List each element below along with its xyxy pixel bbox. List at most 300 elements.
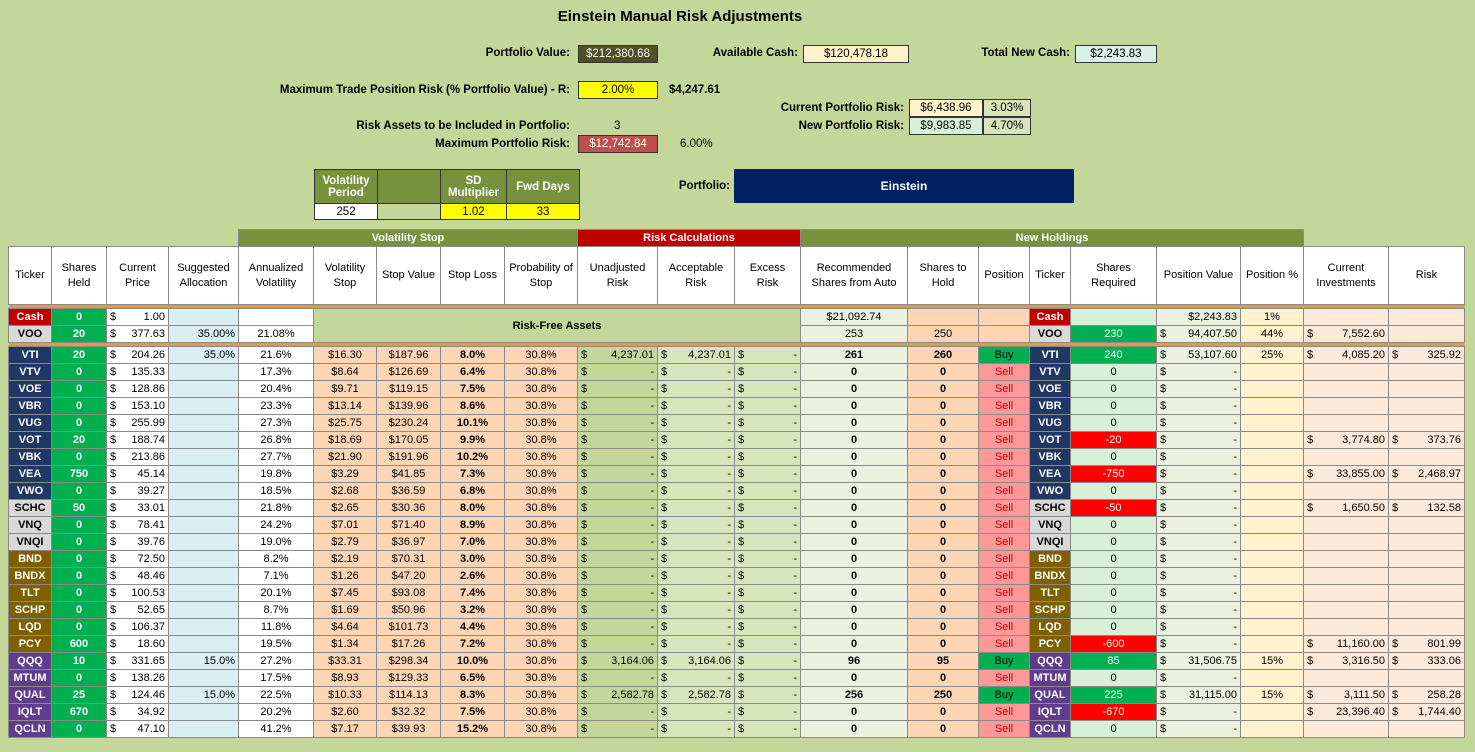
dollar-sign: $ (581, 621, 588, 633)
shares-held-cell[interactable]: 0 (52, 534, 107, 551)
shares-required-cell: 0 (1071, 721, 1157, 738)
price-cell (107, 347, 169, 364)
position-value-cell (1157, 534, 1241, 551)
volatility-cell: 19.8% (239, 466, 314, 483)
ticker-cell[interactable]: LQD (9, 619, 52, 636)
stop-value-cell: $298.34 (377, 653, 441, 670)
dollar-sign: $ (1160, 417, 1167, 429)
suggested-cell[interactable] (169, 466, 239, 483)
dollar-sign: $ (581, 485, 588, 497)
excess-risk-value: - (793, 672, 797, 684)
shares-held-cell[interactable]: 0 (52, 517, 107, 534)
ticker-cell[interactable]: VTI (9, 347, 52, 364)
volatility-stop-cell: $21.90 (314, 449, 377, 466)
position-pct-cell (1241, 483, 1304, 500)
volatility-stop-cell: $3.29 (314, 466, 377, 483)
table-row (9, 670, 1465, 687)
hold-cell[interactable]: 0 (908, 466, 979, 483)
table-row (9, 449, 1465, 466)
dollar-sign: $ (1160, 638, 1167, 650)
dollar-sign: $ (1392, 468, 1399, 480)
shares-held-cell[interactable]: 0 (52, 721, 107, 738)
acceptable-risk-value: - (727, 366, 731, 378)
shares-required-cell: 0 (1071, 398, 1157, 415)
ticker-cell[interactable]: VNQI (9, 534, 52, 551)
stop-value-cell: $39.93 (377, 721, 441, 738)
volatility-cell: 21.8% (239, 500, 314, 517)
risk-cell (1389, 619, 1465, 636)
col-header-current-investments[interactable]: Current Investments (1304, 247, 1389, 305)
probability-cell: 30.8% (505, 704, 578, 721)
price-value: 39.27 (137, 485, 165, 497)
position-pct-cell: 1% (1241, 309, 1304, 326)
col-header-acceptable-risk[interactable]: Acceptable Risk (658, 247, 735, 305)
volatility-stop-cell: $2.60 (314, 704, 377, 721)
dollar-sign: $ (581, 604, 588, 616)
recommended-cell: 0 (801, 517, 908, 534)
suggested-cell[interactable]: 15.0% (169, 653, 239, 670)
shares-held-cell[interactable]: 0 (52, 449, 107, 466)
current-investments-value: 3,111.50 (1343, 689, 1385, 701)
risk-free-assets-label: Risk-Free Assets (314, 309, 801, 343)
acceptable-risk-cell (658, 568, 735, 585)
excess-risk-cell (735, 636, 801, 653)
hold-cell[interactable]: 0 (908, 636, 979, 653)
hold-cell[interactable]: 0 (908, 721, 979, 738)
suggested-cell[interactable] (169, 483, 239, 500)
position-value: 53,107.60 (1188, 349, 1237, 361)
hold-cell[interactable]: 250 (908, 687, 979, 704)
stop-value-cell: $230.24 (377, 415, 441, 432)
suggested-cell[interactable] (169, 381, 239, 398)
ticker-cell[interactable]: BNDX (9, 568, 52, 585)
dollar-sign: $ (738, 400, 745, 412)
hold-cell[interactable]: 0 (908, 432, 979, 449)
shares-held-cell[interactable]: 0 (52, 483, 107, 500)
ticker-cell[interactable]: VBK (9, 449, 52, 466)
risk-assets-count[interactable]: 3 (614, 120, 621, 132)
suggested-cell[interactable] (169, 704, 239, 721)
dollar-sign: $ (581, 553, 588, 565)
ticker-2-cell: VNQI (1030, 534, 1071, 551)
shares-required-cell: 0 (1071, 619, 1157, 636)
ticker-cell[interactable]: QQQ (9, 653, 52, 670)
hold-cell[interactable]: 0 (908, 415, 979, 432)
dollar-sign: $ (110, 536, 117, 548)
risk-cell (1389, 364, 1465, 381)
max-trade-risk-pct[interactable]: 2.00% (578, 81, 658, 99)
vol-period-value[interactable]: 252 (315, 204, 378, 220)
stop-loss-cell: 8.6% (441, 398, 505, 415)
dollar-sign: $ (110, 417, 117, 429)
ticker-cell[interactable]: VOT (9, 432, 52, 449)
hold-cell[interactable]: 0 (908, 602, 979, 619)
suggested-cell[interactable] (169, 415, 239, 432)
col-header-recommended-shares[interactable]: Recommended Shares from Auto (801, 247, 908, 305)
current-investments-cell (1304, 602, 1389, 619)
risk-value: 132.58 (1427, 502, 1461, 514)
suggested-cell (169, 309, 239, 326)
position-value-cell (1157, 568, 1241, 585)
ticker-cell[interactable]: VWO (9, 483, 52, 500)
ticker-2-cell: VTI (1030, 347, 1071, 364)
acceptable-risk-cell (658, 364, 735, 381)
acceptable-risk-cell (658, 534, 735, 551)
risk-cell (1389, 585, 1465, 602)
recommended-cell: 0 (801, 415, 908, 432)
col-header-risk[interactable]: Risk (1389, 247, 1465, 305)
acceptable-risk-cell (658, 653, 735, 670)
shares-held-cell[interactable]: 0 (52, 398, 107, 415)
shares-required-cell: 0 (1071, 551, 1157, 568)
stop-loss-cell: 10.1% (441, 415, 505, 432)
hold-cell[interactable]: 0 (908, 585, 979, 602)
suggested-cell[interactable] (169, 500, 239, 517)
volatility-cell: 19.0% (239, 534, 314, 551)
excess-risk-cell (735, 551, 801, 568)
ticker-cell[interactable]: VEA (9, 466, 52, 483)
price-cell (107, 687, 169, 704)
ticker-cell[interactable]: IQLT (9, 704, 52, 721)
portfolio-value[interactable]: $212,380.68 (578, 45, 658, 63)
shares-held-cell[interactable]: 0 (52, 309, 107, 326)
excess-risk-cell (735, 670, 801, 687)
price-cell (107, 326, 169, 343)
dollar-sign: $ (1307, 706, 1314, 718)
dollar-sign: $ (661, 349, 668, 361)
ticker-cell[interactable]: QCLN (9, 721, 52, 738)
price-value: 78.41 (137, 519, 165, 531)
position-cell: Sell (979, 483, 1030, 500)
ticker-cell[interactable]: SCHP (9, 602, 52, 619)
hold-cell[interactable]: 250 (908, 326, 979, 343)
dollar-sign: $ (1160, 349, 1167, 361)
volatility-cell: 18.5% (239, 483, 314, 500)
position-value: - (1233, 519, 1237, 531)
vol-period-header: Volatility Period (315, 170, 378, 204)
hold-cell[interactable]: 0 (908, 517, 979, 534)
dollar-sign: $ (738, 604, 745, 616)
shares-held-cell[interactable]: 20 (52, 432, 107, 449)
dollar-sign: $ (738, 417, 745, 429)
excess-risk-cell (735, 619, 801, 636)
col-header-annualized-volatility[interactable]: Annualized Volatility (239, 247, 314, 305)
acceptable-risk-cell (658, 704, 735, 721)
price-value: 34.92 (137, 706, 165, 718)
unadjusted-risk-cell (578, 364, 658, 381)
acceptable-risk-cell (658, 517, 735, 534)
hold-cell[interactable]: 0 (908, 551, 979, 568)
fwd-days-value[interactable]: 33 (507, 204, 580, 220)
probability-cell: 30.8% (505, 364, 578, 381)
shares-held-cell[interactable]: 0 (52, 670, 107, 687)
parameters-table (314, 169, 580, 220)
total-new-cash-label: Total New Cash: (981, 47, 1070, 59)
unadjusted-risk-cell (578, 534, 658, 551)
suggested-cell[interactable] (169, 398, 239, 415)
total-new-cash[interactable]: $2,243.83 (1075, 45, 1157, 63)
col-header-stop-loss[interactable]: Stop Loss (441, 247, 505, 305)
excess-risk-cell (735, 653, 801, 670)
dollar-sign: $ (661, 689, 668, 701)
shares-required-cell: -50 (1071, 500, 1157, 517)
dollar-sign: $ (110, 689, 117, 701)
suggested-cell[interactable]: 35.00% (169, 326, 239, 343)
shares-held-cell[interactable]: 0 (52, 551, 107, 568)
position-value: - (1233, 417, 1237, 429)
position-cell: Sell (979, 551, 1030, 568)
volatility-stop-cell: $9.71 (314, 381, 377, 398)
suggested-cell[interactable] (169, 551, 239, 568)
risk-cell (1389, 398, 1465, 415)
dollar-sign: $ (661, 536, 668, 548)
shares-held-cell[interactable]: 750 (52, 466, 107, 483)
position-pct-cell (1241, 381, 1304, 398)
suggested-cell[interactable] (169, 568, 239, 585)
risk-value: 333.06 (1427, 655, 1461, 667)
shares-required-cell: -20 (1071, 432, 1157, 449)
hold-cell[interactable]: 0 (908, 398, 979, 415)
position-pct-cell: 15% (1241, 653, 1304, 670)
col-header-current-price[interactable]: Current Price (107, 247, 169, 305)
suggested-cell[interactable] (169, 636, 239, 653)
stop-value-cell: $50.96 (377, 602, 441, 619)
table-row (9, 381, 1465, 398)
price-value: 52.65 (137, 604, 165, 616)
shares-held-cell[interactable]: 25 (52, 687, 107, 704)
available-cash[interactable]: $120,478.18 (803, 45, 909, 63)
hold-cell[interactable]: 0 (908, 670, 979, 687)
shares-held-cell[interactable]: 20 (52, 347, 107, 364)
dollar-sign: $ (110, 366, 117, 378)
position-value-cell (1157, 619, 1241, 636)
ticker-cell[interactable]: PCY (9, 636, 52, 653)
suggested-cell[interactable] (169, 602, 239, 619)
price-value: 47.10 (137, 723, 165, 735)
dollar-sign: $ (738, 689, 745, 701)
unadjusted-risk-value: - (650, 621, 654, 633)
ticker-cell[interactable]: BND (9, 551, 52, 568)
col-header-position[interactable]: Position (979, 247, 1030, 305)
portfolio-name[interactable]: Einstein (734, 169, 1074, 203)
suggested-cell[interactable] (169, 670, 239, 687)
price-cell (107, 704, 169, 721)
shares-held-cell[interactable]: 20 (52, 326, 107, 343)
stop-value-cell: $191.96 (377, 449, 441, 466)
table-row-cash (9, 309, 1465, 326)
dollar-sign: $ (581, 655, 588, 667)
hold-cell[interactable]: 0 (908, 449, 979, 466)
excess-risk-cell (735, 347, 801, 364)
hold-cell[interactable]: 0 (908, 619, 979, 636)
volatility-stop-cell: $8.93 (314, 670, 377, 687)
ticker-cell[interactable]: SCHC (9, 500, 52, 517)
dollar-sign: $ (738, 502, 745, 514)
unadjusted-risk-cell (578, 568, 658, 585)
stop-loss-cell: 8.3% (441, 687, 505, 704)
shares-held-cell[interactable]: 0 (52, 381, 107, 398)
position-value-cell (1157, 326, 1241, 343)
stop-loss-cell: 7.2% (441, 636, 505, 653)
excess-risk-value: - (793, 604, 797, 616)
table-row (9, 500, 1465, 517)
acceptable-risk-value: - (727, 502, 731, 514)
col-header-unadjusted-risk[interactable]: Unadjusted Risk (578, 247, 658, 305)
dollar-sign: $ (1392, 638, 1399, 650)
shares-held-cell[interactable]: 670 (52, 704, 107, 721)
volatility-stop-group: Volatility Stop (239, 230, 578, 247)
price-value: 153.10 (131, 400, 165, 412)
shares-required-cell: 0 (1071, 585, 1157, 602)
stop-value-cell: $129.33 (377, 670, 441, 687)
recommended-cell: 0 (801, 534, 908, 551)
stop-value-cell: $114.13 (377, 687, 441, 704)
ticker-2-cell: VOE (1030, 381, 1071, 398)
current-investments-value: 3,316.50 (1342, 655, 1385, 667)
max-portfolio-risk-label: Maximum Portfolio Risk: (435, 138, 570, 150)
stop-value-cell: $36.97 (377, 534, 441, 551)
ticker-cell[interactable]: VOE (9, 381, 52, 398)
suggested-cell[interactable] (169, 534, 239, 551)
col-header-excess-risk[interactable]: Excess Risk (735, 247, 801, 305)
price-value: 18.60 (137, 638, 165, 650)
suggested-cell[interactable] (169, 619, 239, 636)
hold-cell[interactable]: 0 (908, 483, 979, 500)
suggested-cell[interactable] (169, 364, 239, 381)
probability-cell: 30.8% (505, 500, 578, 517)
current-investments-cell (1304, 449, 1389, 466)
shares-held-cell[interactable]: 600 (52, 636, 107, 653)
hold-cell[interactable]: 0 (908, 534, 979, 551)
shares-held-cell[interactable]: 0 (52, 585, 107, 602)
suggested-cell[interactable]: 35.0% (169, 347, 239, 364)
shares-held-cell[interactable]: 0 (52, 364, 107, 381)
unadjusted-risk-cell (578, 398, 658, 415)
suggested-cell[interactable] (169, 517, 239, 534)
hold-cell[interactable]: 0 (908, 364, 979, 381)
dollar-sign: $ (1392, 706, 1399, 718)
recommended-cell: 0 (801, 449, 908, 466)
ticker-2-cell: LQD (1030, 619, 1071, 636)
shares-held-cell[interactable]: 50 (52, 500, 107, 517)
shares-required-cell: 225 (1071, 687, 1157, 704)
col-header-ticker-2[interactable]: Ticker (1030, 247, 1071, 305)
shares-held-cell[interactable]: 0 (52, 415, 107, 432)
risk-value: 258.28 (1427, 689, 1461, 701)
price-value: 1.00 (143, 311, 165, 323)
position-value-cell (1157, 347, 1241, 364)
hold-cell[interactable]: 260 (908, 347, 979, 364)
price-value: 213.86 (131, 451, 165, 463)
excess-risk-cell (735, 415, 801, 432)
shares-held-cell[interactable]: 0 (52, 602, 107, 619)
shares-required-cell: 0 (1071, 415, 1157, 432)
ticker-cell[interactable]: VTV (9, 364, 52, 381)
position-cell: Sell (979, 517, 1030, 534)
suggested-cell[interactable] (169, 432, 239, 449)
hold-cell[interactable]: 0 (908, 500, 979, 517)
current-investments-cell (1304, 585, 1389, 602)
price-cell (107, 309, 169, 326)
acceptable-risk-value: 4,237.01 (688, 349, 731, 361)
col-header-suggested-allocation[interactable]: Suggested Allocation (169, 247, 239, 305)
hold-cell[interactable]: 0 (908, 381, 979, 398)
suggested-cell[interactable] (169, 721, 239, 738)
col-header-shares-to-hold[interactable]: Shares to Hold (908, 247, 979, 305)
volatility-cell: 17.3% (239, 364, 314, 381)
ticker-cell[interactable]: VNQ (9, 517, 52, 534)
unadjusted-risk-value: - (650, 502, 654, 514)
dollar-sign: $ (1307, 638, 1314, 650)
acceptable-risk-cell (658, 636, 735, 653)
shares-held-cell[interactable]: 0 (52, 619, 107, 636)
col-header-position-pct[interactable]: Position % (1241, 247, 1304, 305)
ticker-cell[interactable]: MTUM (9, 670, 52, 687)
col-header-shares-required[interactable]: Shares Required (1071, 247, 1157, 305)
acceptable-risk-value: - (727, 604, 731, 616)
acceptable-risk-cell (658, 670, 735, 687)
ticker-cell[interactable]: VBR (9, 398, 52, 415)
volatility-stop-cell: $2.68 (314, 483, 377, 500)
position-cell: Sell (979, 636, 1030, 653)
recommended-cell: 256 (801, 687, 908, 704)
stop-loss-cell: 8.9% (441, 517, 505, 534)
hold-cell[interactable]: 0 (908, 568, 979, 585)
ticker-2-cell: QCLN (1030, 721, 1071, 738)
position-pct-cell (1241, 432, 1304, 449)
col-header-probability-of-stop[interactable]: Probability of Stop (505, 247, 578, 305)
suggested-cell[interactable]: 15.0% (169, 687, 239, 704)
ticker-cell[interactable]: Cash (9, 309, 52, 326)
dollar-sign: $ (110, 604, 117, 616)
risk-cell (1389, 449, 1465, 466)
recommended-cell: 0 (801, 432, 908, 449)
recommended-cell: 0 (801, 551, 908, 568)
dollar-sign: $ (110, 553, 117, 565)
acceptable-risk-value: - (727, 672, 731, 684)
ticker-cell[interactable]: VUG (9, 415, 52, 432)
stop-value-cell: $139.96 (377, 398, 441, 415)
ticker-2-cell: VOO (1030, 326, 1071, 343)
suggested-cell[interactable] (169, 449, 239, 466)
unadjusted-risk-cell (578, 500, 658, 517)
recommended-cell: 0 (801, 500, 908, 517)
col-header-shares-held[interactable]: Shares Held (52, 247, 107, 305)
dollar-sign: $ (1307, 328, 1314, 340)
col-header-stop-value[interactable]: Stop Value (377, 247, 441, 305)
col-header-ticker[interactable]: Ticker (9, 247, 52, 305)
col-header-volatility-stop[interactable]: Volatility Stop (314, 247, 377, 305)
col-header-position-value[interactable]: Position Value (1157, 247, 1241, 305)
risk-cell (1389, 432, 1465, 449)
stop-loss-cell: 10.0% (441, 653, 505, 670)
volatility-cell: 20.2% (239, 704, 314, 721)
hold-cell[interactable]: 95 (908, 653, 979, 670)
suggested-cell[interactable] (169, 585, 239, 602)
acceptable-risk-cell (658, 585, 735, 602)
probability-cell: 30.8% (505, 602, 578, 619)
position-cell: Sell (979, 534, 1030, 551)
sd-mult-value[interactable]: 1.02 (441, 204, 507, 220)
shares-held-cell[interactable]: 10 (52, 653, 107, 670)
ticker-cell[interactable]: VOO (9, 326, 52, 343)
risk-cell (1389, 636, 1465, 653)
ticker-cell[interactable]: TLT (9, 585, 52, 602)
hold-cell[interactable]: 0 (908, 704, 979, 721)
shares-held-cell[interactable]: 0 (52, 568, 107, 585)
excess-risk-cell (735, 500, 801, 517)
ticker-cell[interactable]: QUAL (9, 687, 52, 704)
